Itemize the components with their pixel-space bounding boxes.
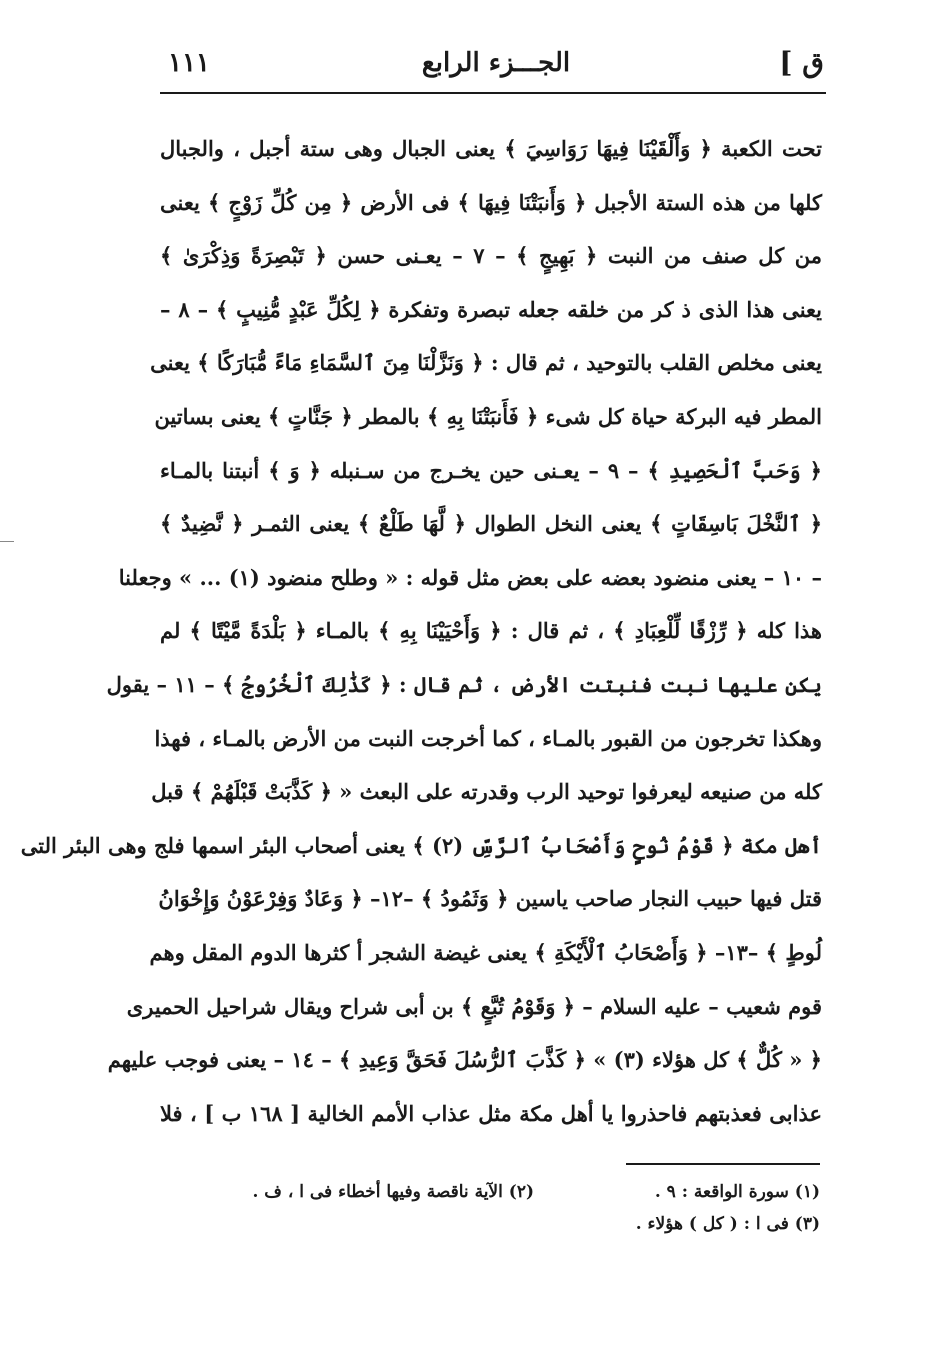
header-divider <box>160 92 826 94</box>
text-line: تحت الكعبة ﴿ وَأَلْقَيْنَا فِيهَا رَوَاسِيَ ﴾ يعنى الجبال وهى ستة أجبل ، والجبال <box>160 136 822 161</box>
page-number: ١١١ <box>168 48 210 78</box>
text-line: لُوطٍ ﴾ –١٣– ﴿ وَأَصْحَابُ ٱلْأَيْكَةِ ﴾ يعنى غيضة الشجر أ كثرها الدوم المقل وهم <box>149 939 822 965</box>
text-line: وهكذا تخرجون من القبور بالمـاء ، كما أخرجت النبت من الأرض بالمـاء ، فهذا <box>154 725 822 751</box>
text-line: المطر فيه البركة حياة كل شىء ﴿ فَأَنبَتْنَا بِهِ ﴾ بالمطر ﴿ جَنَّاتٍ ﴾ يعنى بساتين <box>154 403 822 429</box>
text-line: هذا كله ﴿ رِّزْقًا لِّلْعِبَادِ ﴾ ، ثم قال : ﴿ وَأَحْيَيْنَا بِهِ ﴾ بالمـاء ﴿ بَلْدَةً مَّيْتًا ﴾ لم <box>160 618 822 644</box>
footnote-2: (٢) الآية ناقصة وفيها أخطاء فى ا ، ف . <box>252 1182 534 1202</box>
part-title: الجـــزء الرابع <box>421 48 571 78</box>
text-line: أهل مكة ﴿ قَوْمُ نُوحٍ وَأَصْحَابُ ٱلرَّسِّ (٢) ﴾ يعنى أصحاب البئر اسمها فلج وهى البئر التى <box>20 832 822 858</box>
footnote-3: (٣) فى ا : ( كل ) هؤلاء . <box>635 1214 820 1234</box>
text-line: قوم شعيب – عليه السلام – ﴿ وَقَوْمُ تُبَّعٍ ﴾ بن أبى شراح ويقال شراحيل الحميرى <box>126 993 822 1019</box>
footnote-row <box>220 1176 820 1208</box>
footnote-row <box>220 1208 820 1240</box>
text-line: ﴿ وَحَبَّ ٱلْحَصِيدِ ﴾ – ٩ – يعـنى حين يخـرج من سـنبله ﴿ وَ ﴾ أنبتنا بالمـاء <box>160 457 822 483</box>
surah-marker: ق ] <box>779 46 824 79</box>
page-header <box>168 44 824 90</box>
text-line: قتل فيها حبيب النجار صاحب ياسين ﴿ وَثَمُودُ ﴾ –١٢– ﴿ وَعَادٌ وَفِرْعَوْنُ وَإِخْوَانُ <box>158 886 822 912</box>
text-line: – ١٠ – يعنى منضود بعضه على بعض مثل قوله : « وطلح منضود (١) ... » وجعلنا <box>118 564 822 590</box>
margin-mark <box>0 541 14 542</box>
footnotes <box>220 1176 820 1240</box>
text-line: يعنى مخلص القلب بالتوحيد ، ثم قال : ﴿ وَنَزَّلْنَا مِنَ ٱلسَّمَاءِ مَاءً مُّبَارَكًا ﴾ يعنى <box>150 350 822 376</box>
footnote-divider <box>626 1163 820 1165</box>
text-line: عذابى فعذبتهم فاحذروا يا أهل مكة مثل عذاب الأمم الخالية [ ١٦٨ ب ] ، فلا <box>160 1100 822 1126</box>
text-line: يكن عليها نبت فنبتت الأرض ، ثم قال : ﴿ كَذَٰلِكَ ٱلْخُرُوجُ ﴾ – ١١ – يقول <box>106 671 822 697</box>
footnote-1: (١) سورة الواقعة : ٩ . <box>654 1182 820 1202</box>
body-text <box>20 122 823 1140</box>
text-line: من كل صنف من النبت ﴿ بَهِيجٍ ﴾ – ٧ – يعـنى حسن ﴿ تَبْصِرَةً وَذِكْرَىٰ ﴾ <box>160 243 822 269</box>
text-line: ﴿ « كُلٌّ ﴾ كل هؤلاء (٣) » ﴿ كَذَّبَ ٱلرُّسُلَ فَحَقَّ وَعِيدِ ﴾ – ١٤ – يعنى فوجب عليهم <box>107 1047 822 1073</box>
text-line: ﴿ ٱلنَّخْلَ بَاسِقَاتٍ ﴾ يعنى النخل الطوال ﴿ لَّهَا طَلْعٌ ﴾ يعنى الثمـر ﴿ نَّضِيدٌ ﴾ <box>160 511 822 537</box>
text-line: يعنى هذا الذى ذ كر من خلقه جعله تبصرة وتفكرة ﴿ لِكُلِّ عَبْدٍ مُّنِيبٍ ﴾ – ٨ – <box>160 296 823 322</box>
text-line: كلها من هذه الستة الأجبل ﴿ وَأَنبَتْنَا فِيهَا ﴾ فى الأرض ﴿ مِن كُلِّ زَوْجٍ ﴾ يعنى <box>160 189 822 215</box>
text-line: كله من صنيعه ليعرفوا توحيد الرب وقدرته على البعث « ﴿ كَذَّبَتْ قَبْلَهُمْ ﴾ قبل <box>151 779 822 805</box>
